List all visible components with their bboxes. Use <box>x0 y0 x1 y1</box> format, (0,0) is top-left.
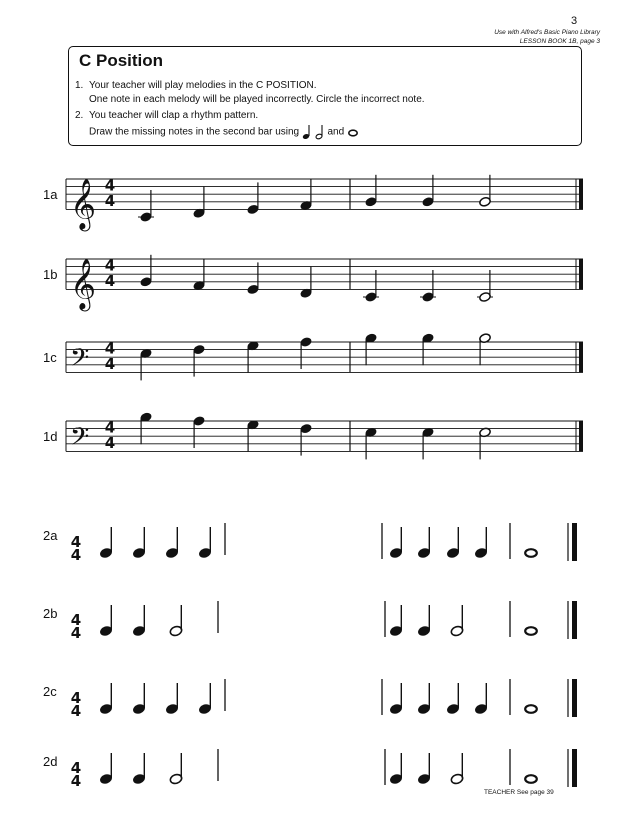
exercise-label: 1a <box>43 187 58 203</box>
quarter-note <box>300 423 313 455</box>
final-barline-thick <box>572 601 577 639</box>
quarter-note <box>193 259 206 291</box>
time-signature-top: 4 <box>104 339 116 358</box>
quarter-note <box>132 605 146 637</box>
exercise-label: 1c <box>43 350 57 366</box>
quarter-note <box>138 190 154 222</box>
whole-note <box>525 549 537 557</box>
final-barline-thick <box>579 259 583 289</box>
quarter-note <box>99 605 113 637</box>
quarter-note <box>422 333 435 365</box>
half-note <box>450 753 464 785</box>
quarter-note <box>193 344 206 376</box>
final-barline-thick <box>579 179 583 209</box>
exercise-label: 1b <box>43 267 58 283</box>
quarter-note <box>198 527 212 559</box>
quarter-note <box>198 683 212 715</box>
time-signature-bottom: 4 <box>104 354 116 373</box>
quarter-note <box>422 175 435 207</box>
time-signature-bottom: 4 <box>104 433 116 452</box>
quarter-note <box>247 182 260 214</box>
exercise-label: 2b <box>43 606 58 621</box>
time-signature-top: 4 <box>70 533 82 551</box>
quarter-note <box>132 527 146 559</box>
quarter-note <box>363 270 379 302</box>
time-signature-top: 4 <box>104 418 116 437</box>
quarter-note <box>417 753 431 785</box>
quarter-note <box>247 340 260 372</box>
instruction-text: and <box>327 126 345 138</box>
exercise-label: 2a <box>43 528 58 543</box>
time-signature-top: 4 <box>104 256 116 275</box>
quarter-note <box>474 683 488 715</box>
quarter-note <box>422 427 435 459</box>
exercise-label: 2c <box>43 684 57 699</box>
instruction-text: Draw the missing notes in the second bar using <box>89 126 300 138</box>
half-note <box>479 427 492 459</box>
item-number: 1. <box>75 80 84 91</box>
time-signature-bottom: 4 <box>70 772 82 790</box>
section-title: C Position <box>79 51 164 70</box>
half-note <box>169 605 183 637</box>
whole-note <box>525 775 537 783</box>
quarter-note <box>446 683 460 715</box>
half-note <box>477 270 493 302</box>
time-signature-bottom: 4 <box>70 546 82 564</box>
whole-note <box>525 705 537 713</box>
quarter-note <box>365 427 378 459</box>
footer-note: TEACHER See page 39 <box>484 789 554 796</box>
instruction-line: You teacher will clap a rhythm pattern. <box>89 110 259 121</box>
time-signature-top: 4 <box>70 759 82 777</box>
quarter-note <box>474 527 488 559</box>
treble-clef-icon: 𝄞 <box>70 258 97 310</box>
instruction-line: Your teacher will play melodies in the C POSITION. <box>89 80 317 91</box>
quarter-note <box>193 186 206 218</box>
final-barline-thick <box>572 749 577 787</box>
quarter-note <box>140 255 153 287</box>
time-signature-bottom: 4 <box>70 624 82 642</box>
quarter-note <box>446 527 460 559</box>
final-barline-thick <box>572 523 577 561</box>
melody-exercise <box>66 176 583 209</box>
quarter-note <box>389 753 403 785</box>
time-signature-top: 4 <box>70 689 82 707</box>
quarter-note <box>365 175 378 207</box>
bass-clef-icon: 𝄢 <box>70 343 90 379</box>
time-signature-top: 4 <box>104 176 116 195</box>
quarter-note <box>417 605 431 637</box>
quarter-note <box>300 179 313 211</box>
quarter-note <box>417 683 431 715</box>
final-barline-thick <box>579 421 583 451</box>
item-number: 2. <box>75 110 84 121</box>
final-barline-thick <box>579 342 583 372</box>
quarter-note <box>417 527 431 559</box>
quarter-note <box>247 262 260 294</box>
melody-exercise <box>66 418 583 451</box>
bass-clef-icon: 𝄢 <box>70 422 90 458</box>
quarter-note <box>99 753 113 785</box>
quarter-note <box>140 348 153 380</box>
final-barline-thick <box>572 679 577 717</box>
reference-line: LESSON BOOK 1B, page 3 <box>519 38 600 45</box>
quarter-note <box>99 683 113 715</box>
half-note <box>479 333 492 365</box>
quarter-note <box>140 412 153 444</box>
half-note <box>169 753 183 785</box>
quarter-note <box>389 683 403 715</box>
time-signature-bottom: 4 <box>104 191 116 210</box>
time-signature-top: 4 <box>70 611 82 629</box>
quarter-note <box>300 337 313 369</box>
quarter-note <box>132 753 146 785</box>
quarter-note <box>165 683 179 715</box>
whole-note <box>525 627 537 635</box>
quarter-note <box>193 416 206 448</box>
quarter-note <box>420 270 436 302</box>
time-signature-bottom: 4 <box>104 271 116 290</box>
quarter-note <box>99 527 113 559</box>
quarter-note <box>247 419 260 451</box>
quarter-note <box>389 527 403 559</box>
instruction-line: One note in each melody will be played incorrectly. Circle the incorrect note. <box>89 94 425 105</box>
quarter-note <box>300 266 313 298</box>
exercise-label: 2d <box>43 754 58 769</box>
quarter-note <box>165 527 179 559</box>
half-note <box>450 605 464 637</box>
exercise-label: 1d <box>43 429 58 445</box>
half-note <box>479 175 492 207</box>
time-signature-bottom: 4 <box>70 702 82 720</box>
page-number: 3 <box>571 15 578 27</box>
reference-line: Use with Alfred's Basic Piano Library <box>494 29 600 36</box>
quarter-note <box>365 333 378 365</box>
quarter-note <box>389 605 403 637</box>
quarter-note <box>132 683 146 715</box>
treble-clef-icon: 𝄞 <box>70 178 97 230</box>
